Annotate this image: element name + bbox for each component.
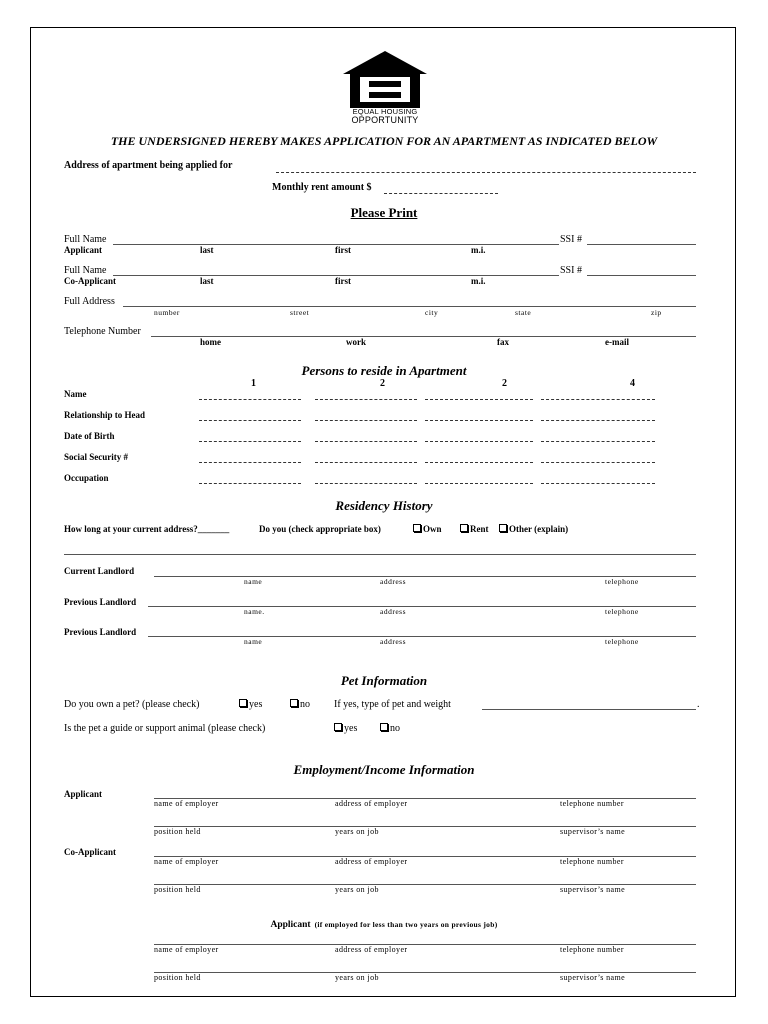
previous-landlord-1-address-caption: address (380, 607, 406, 616)
current-landlord-name-caption: name (244, 577, 263, 586)
guide-no-icon (380, 723, 388, 731)
co-applicant-phone-caption: telephone number (560, 857, 624, 866)
telephone-email-caption: e-mail (605, 337, 629, 347)
equal-housing-logo (341, 50, 429, 124)
previous-landlord-1-label: Previous Landlord (64, 597, 137, 607)
persons-relationship-3-field[interactable] (425, 420, 533, 421)
previous-phone-caption: telephone number (560, 945, 624, 954)
co-applicant-full-name-label: Full Name (64, 265, 107, 276)
persons-name-4-field[interactable] (541, 399, 655, 400)
persons-row-dob: Date of Birth (64, 431, 115, 441)
co-applicant-employer-caption: name of employer (154, 857, 219, 866)
applicant-years-caption: years on job (335, 827, 379, 836)
persons-relationship-2-field[interactable] (315, 420, 417, 421)
pet-type-period: . (697, 699, 700, 710)
own-pet-question: Do you own a pet? (please check) (64, 699, 200, 710)
applicant-position-caption: position held (154, 827, 201, 836)
pet-type-field[interactable] (482, 709, 696, 710)
persons-ssn-2-field[interactable] (315, 462, 417, 463)
previous-employer-caption: name of employer (154, 945, 219, 954)
address-state-caption: state (515, 308, 532, 317)
co-applicant-employer-address-caption: address of employer (335, 857, 408, 866)
address-city-caption: city (425, 308, 439, 317)
own-pet-yes-icon (239, 699, 247, 707)
persons-dob-4-field[interactable] (541, 441, 655, 442)
current-landlord-label: Current Landlord (64, 566, 135, 576)
own-pet-no-label: no (300, 699, 310, 710)
persons-ssn-3-field[interactable] (425, 462, 533, 463)
previous-employer-address-caption: address of employer (335, 945, 408, 954)
persons-col-2: 2 (380, 378, 385, 389)
guide-yes-checkbox[interactable] (334, 723, 357, 734)
co-applicant-mi-caption: m.i. (471, 276, 486, 286)
persons-row-relationship: Relationship to Head (64, 410, 146, 420)
persons-occupation-4-field[interactable] (541, 483, 655, 484)
persons-col-3: 2 (502, 378, 507, 389)
own-checkbox-icon (413, 524, 421, 532)
equal-housing-icon (341, 50, 429, 110)
persons-dob-3-field[interactable] (425, 441, 533, 442)
co-applicant-years-caption: years on job (335, 885, 379, 894)
page-title: THE UNDERSIGNED HEREBY MAKES APPLICATION FOR AN APARTMENT AS INDICATED BELOW (110, 134, 658, 148)
employment-applicant-label: Applicant (64, 789, 103, 799)
applicant-employer-caption: name of employer (154, 799, 219, 808)
own-pet-no-checkbox[interactable] (290, 699, 310, 710)
persons-ssn-4-field[interactable] (541, 462, 655, 463)
full-address-field[interactable] (123, 306, 696, 307)
logo-line-1: EQUAL HOUSING (352, 107, 418, 116)
telephone-fax-caption: fax (497, 337, 509, 347)
monthly-rent-field[interactable] (384, 193, 498, 194)
monthly-rent-label: Monthly rent amount $ (272, 182, 372, 193)
residency-heading: Residency History (335, 498, 433, 513)
address-zip-caption: zip (651, 308, 662, 317)
telephone-work-caption: work (346, 337, 366, 347)
co-applicant-ssi-field[interactable] (587, 275, 696, 276)
persons-heading: Persons to reside in Apartment (301, 363, 467, 378)
persons-name-2-field[interactable] (315, 399, 417, 400)
address-street-caption: street (290, 308, 310, 317)
current-landlord-telephone-caption: telephone (605, 577, 639, 586)
applicant-ssi-field[interactable] (587, 244, 696, 245)
previous-landlord-2-label: Previous Landlord (64, 627, 137, 637)
other-checkbox-icon (499, 524, 507, 532)
guide-no-label: no (390, 723, 400, 734)
rent-label: Rent (470, 524, 489, 534)
guide-no-checkbox[interactable] (380, 723, 400, 734)
other-label: Other (explain) (509, 524, 569, 534)
applicant-supervisor-caption: supervisor’s name (560, 827, 626, 836)
applicant-role-label: Applicant (64, 245, 103, 255)
previous-supervisor-caption: supervisor’s name (560, 973, 626, 982)
applicant-full-name-label: Full Name (64, 234, 107, 245)
own-checkbox[interactable] (413, 524, 442, 534)
pet-type-label: If yes, type of pet and weight (334, 699, 451, 710)
co-applicant-role-label: Co-Applicant (64, 276, 117, 286)
employment-heading: Employment/Income Information (293, 762, 475, 777)
applicant-mi-caption: m.i. (471, 245, 486, 255)
applicant-employer-address-caption: address of employer (335, 799, 408, 808)
applicant-ssi-label: SSI # (560, 234, 582, 245)
other-checkbox[interactable] (499, 524, 568, 534)
previous-position-caption: position held (154, 973, 201, 982)
explain-field[interactable] (64, 554, 696, 555)
persons-relationship-4-field[interactable] (541, 420, 655, 421)
pet-heading: Pet Information (340, 673, 428, 688)
persons-ssn-1-field[interactable] (199, 462, 301, 463)
persons-dob-1-field[interactable] (199, 441, 301, 442)
telephone-label: Telephone Number (64, 326, 141, 337)
co-applicant-ssi-label: SSI # (560, 265, 582, 276)
co-applicant-last-caption: last (200, 276, 214, 286)
apartment-address-field[interactable] (276, 172, 696, 173)
applicant-last-caption: last (200, 245, 214, 255)
applicant-first-caption: first (335, 245, 351, 255)
persons-occupation-2-field[interactable] (315, 483, 417, 484)
check-box-label: Do you (check appropriate box) (259, 524, 381, 534)
persons-row-ssn: Social Security # (64, 452, 128, 462)
persons-row-name: Name (64, 389, 87, 399)
how-long-label: How long at your current address?_______ (64, 524, 230, 534)
persons-col-1: 1 (251, 378, 256, 389)
persons-dob-2-field[interactable] (315, 441, 417, 442)
rent-checkbox-icon (460, 524, 468, 532)
previous-employment-heading (31, 914, 737, 932)
full-address-label: Full Address (64, 296, 115, 307)
application-form (30, 27, 736, 997)
persons-occupation-1-field[interactable] (199, 483, 301, 484)
apartment-address-label: Address of apartment being applied for (64, 160, 233, 171)
persons-name-3-field[interactable] (425, 399, 533, 400)
persons-col-4: 4 (630, 378, 635, 389)
co-applicant-supervisor-caption: supervisor’s name (560, 885, 626, 894)
persons-occupation-3-field[interactable] (425, 483, 533, 484)
address-number-caption: number (154, 308, 180, 317)
previous-years-caption: years on job (335, 973, 379, 982)
own-label: Own (423, 524, 442, 534)
telephone-home-caption: home (200, 337, 221, 347)
guide-yes-icon (334, 723, 342, 731)
guide-animal-question: Is the pet a guide or support animal (please check) (64, 723, 266, 734)
previous-employment-bold: Applicant (270, 920, 311, 930)
guide-yes-label: yes (344, 723, 358, 734)
logo-line-2: OPPORTUNITY (351, 115, 419, 125)
previous-landlord-2-name-caption: name (244, 637, 263, 646)
applicant-phone-caption: telephone number (560, 799, 624, 808)
current-landlord-address-caption: address (380, 577, 406, 586)
own-pet-yes-label: yes (249, 699, 263, 710)
persons-relationship-1-field[interactable] (199, 420, 301, 421)
previous-landlord-1-telephone-caption: telephone (605, 607, 639, 616)
rent-checkbox[interactable] (460, 524, 489, 534)
please-print-heading: Please Print (350, 205, 418, 220)
co-applicant-position-caption: position held (154, 885, 201, 894)
previous-landlord-2-address-caption: address (380, 637, 406, 646)
previous-landlord-1-name-caption: name. (244, 607, 265, 616)
employment-co-applicant-label: Co-Applicant (64, 847, 117, 857)
previous-landlord-2-telephone-caption: telephone (605, 637, 639, 646)
co-applicant-first-caption: first (335, 276, 351, 286)
persons-row-occupation: Occupation (64, 473, 109, 483)
own-pet-no-icon (290, 699, 298, 707)
previous-employment-note: (if employed for less than two years on previous job) (314, 920, 498, 929)
own-pet-yes-checkbox[interactable] (239, 699, 262, 710)
persons-name-1-field[interactable] (199, 399, 301, 400)
